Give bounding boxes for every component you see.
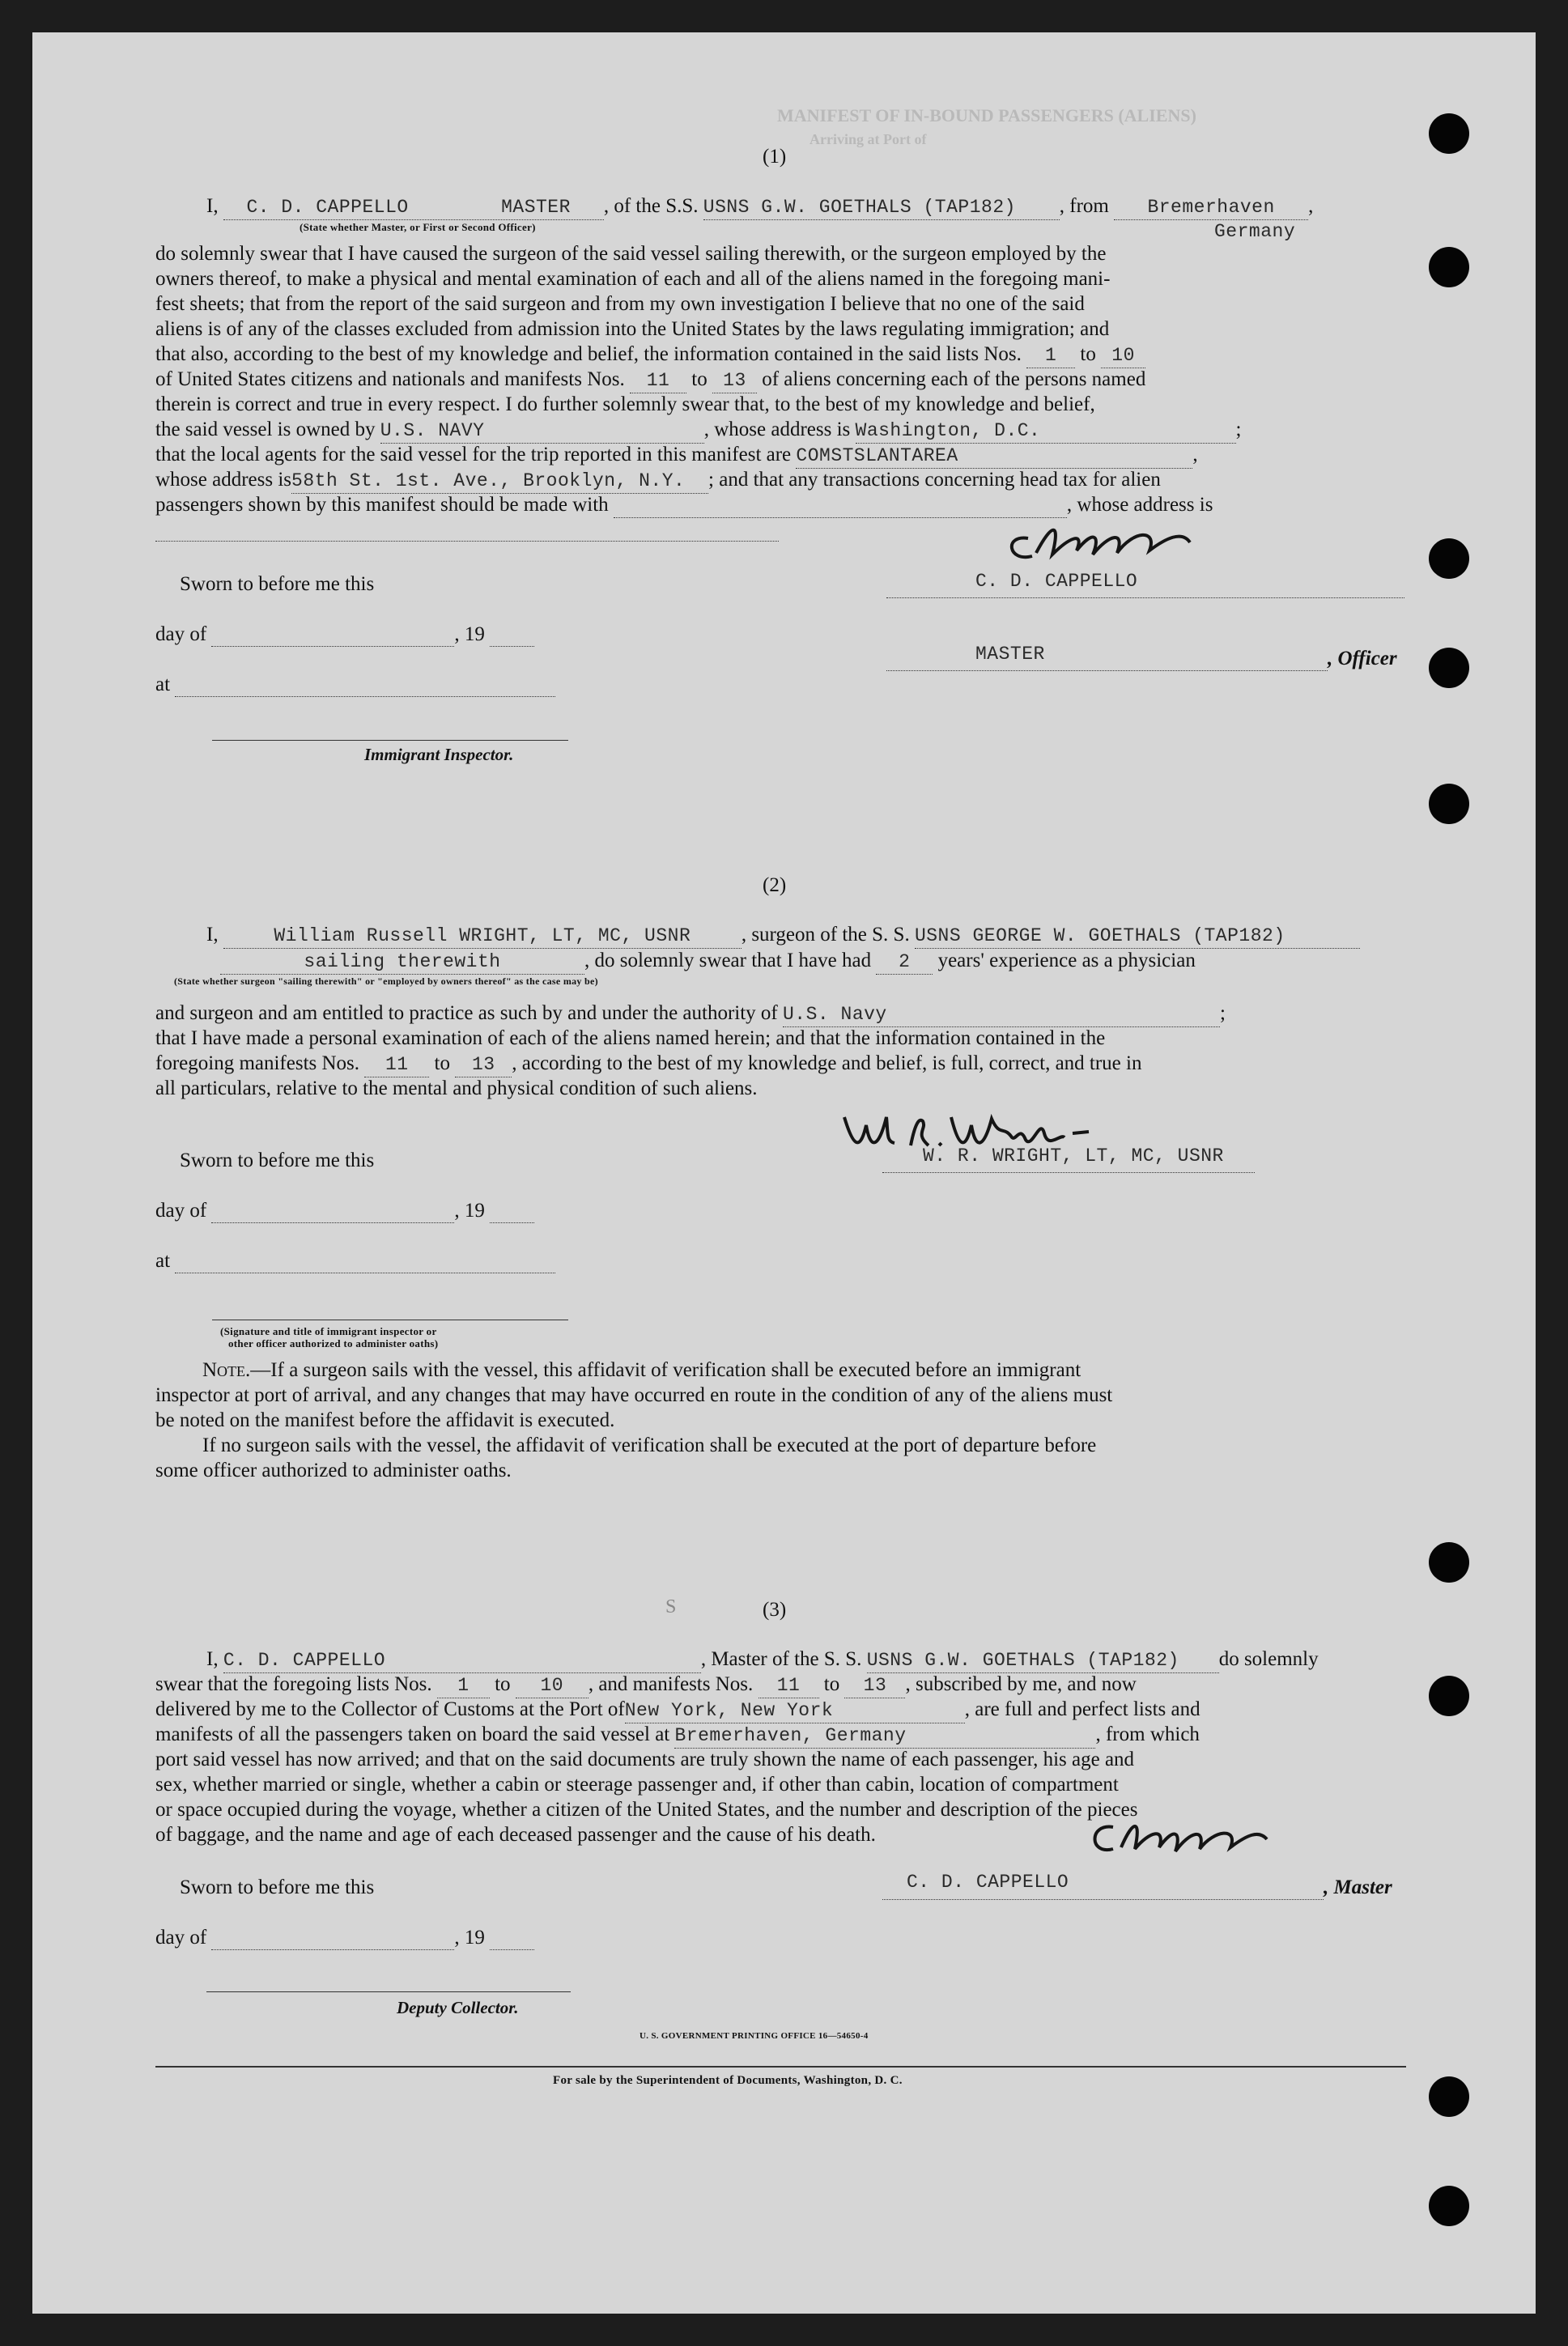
s3-year-field [490, 1927, 534, 1950]
s1-line-name: I, C. D. CAPPELLO MASTER , of the S.S. USNS G.W. GOETHALS (TAP182) , from Bremerhaven , [206, 194, 1313, 220]
stray-mark: S [665, 1596, 677, 1617]
binder-hole [1429, 2186, 1469, 2226]
immigrant-inspector-label: Immigrant Inspector. [364, 745, 514, 764]
binder-hole [1429, 2076, 1469, 2117]
s3-sworn: Sworn to before me this [180, 1876, 375, 1898]
s1-sworn: Sworn to before me this [180, 573, 375, 595]
agents-address-field: 58th St. 1st. Ave., Brooklyn, N.Y. [291, 469, 708, 494]
from-country: Germany [1214, 221, 1296, 242]
faded-header-line2: Arriving at Port of [809, 131, 927, 147]
s3-day-line: day of , 19 [155, 1927, 534, 1950]
s1-p3: fest sheets; that from the report of the said surgeon and from my own investigation I believe that no one of the said [155, 293, 1085, 315]
s1-p5: that also, according to the best of my knowledge and belief, the information contained in the said lists Nos. 1 to 10 [155, 342, 1145, 368]
s2-note-5: some officer authorized to administer oaths. [155, 1460, 512, 1481]
collector-signature-line [206, 1991, 571, 1992]
lists-to-field: 10 [1101, 343, 1145, 368]
s1-officer-line: , Officer [886, 648, 1397, 671]
sailing-field: sailing therewith [220, 950, 584, 975]
binder-hole [1429, 648, 1469, 688]
vessel-field: USNS G.W. GOETHALS (TAP182) [703, 195, 1060, 220]
s2-sig-caption-1: (Signature and title of immigrant inspector or [220, 1325, 437, 1337]
s2-day-field [211, 1200, 454, 1223]
s2-sworn: Sworn to before me this [180, 1150, 375, 1171]
s2-at-field [175, 1250, 555, 1273]
s2-manifests-to-field: 13 [455, 1052, 512, 1077]
s3-p1: swear that the foregoing lists Nos. 1 to 10 , and manifests Nos. 11 to 13 , subscribed by me, and now [155, 1672, 1137, 1698]
s2-p4: all particulars, relative to the mental and physical condition of such aliens. [155, 1077, 758, 1099]
s3-signed-name: C. D. CAPPELLO [907, 1872, 1069, 1893]
s1-p1: do solemnly swear that I have caused the surgeon of the said vessel sailing therewith, or the surgeon employed by the [155, 243, 1107, 265]
from-port-field: Bremerhaven [1114, 195, 1308, 220]
section-1-number: (1) [763, 146, 787, 168]
s3-manifests-to-field: 13 [844, 1673, 905, 1698]
s2-line-name: I, William Russell WRIGHT, LT, MC, USNR , surgeon of the S. S. USNS GEORGE W. GOETHALS (TAP182) [206, 923, 1360, 949]
s2-at-line: at [155, 1250, 555, 1273]
s2-line-sailing: sailing therewith , do solemnly swear that I have had 2 years' experience as a physician [220, 949, 1196, 975]
s1-day-line: day of , 19 [155, 623, 534, 647]
s1-p2: owners thereof, to make a physical and mental examination of each and all of the aliens named in the foregoing mani- [155, 268, 1111, 290]
inspector-signature-line [212, 740, 568, 741]
s1-day-field [211, 623, 454, 647]
section-2-number: (2) [763, 874, 787, 896]
s2-note-4: If no surgeon sails with the vessel, the affidavit of verification shall be executed at the port of departure before [202, 1434, 1097, 1456]
authority-field: U.S. Navy [783, 1002, 1220, 1027]
s1-at-field [175, 674, 555, 697]
owner-address-field: Washington, D.C. [856, 419, 1236, 444]
s1-signed-title: MASTER [975, 644, 1045, 665]
s1-p10: whose address is58th St. 1st. Ave., Brooklyn, N.Y. ; and that any transactions concerning head tax for alien [155, 468, 1161, 494]
s3-master-line: , Master [882, 1876, 1392, 1900]
owner-field: U.S. NAVY [380, 419, 704, 444]
s3-p6: or space occupied during the voyage, whether a citizen of the United States, and the number and description of the pieces [155, 1799, 1138, 1821]
s2-p3: foregoing manifests Nos. 11 to 13 , according to the best of my knowledge and belief, is full, correct, and true in [155, 1052, 1141, 1077]
s3-day-field [211, 1927, 454, 1950]
s1-p9: that the local agents for the said vessel for the trip reported in this manifest are COMSTSLANTAREA , [155, 443, 1198, 469]
binder-hole [1429, 784, 1469, 824]
s2-manifests-from-field: 11 [364, 1052, 429, 1077]
s2-day-line: day of , 19 [155, 1200, 534, 1223]
s2-signature-line [882, 1172, 1255, 1173]
s1-p11: passengers shown by this manifest should be made with , whose address is [155, 493, 1213, 518]
s3-lists-to-field: 10 [516, 1673, 589, 1698]
s1-p8: the said vessel is owned by U.S. NAVY , whose address is Washington, D.C. ; [155, 418, 1241, 444]
for-sale-notice: For sale by the Superintendent of Documents, Washington, D. C. [553, 2074, 903, 2087]
lists-from-field: 1 [1026, 343, 1075, 368]
s1-p7: therein is correct and true in every respect. I do further solemnly swear that, to the best of my knowledge and belief, [155, 393, 1095, 415]
s2-sig-caption-2: other officer authorized to administer oaths) [228, 1337, 439, 1349]
s3-manifests-from-field: 11 [759, 1673, 819, 1698]
s1-signed-name: C. D. CAPPELLO [975, 571, 1138, 592]
s2-signed-name: W. R. WRIGHT, LT, MC, USNR [923, 1145, 1224, 1167]
manifests-from-field: 11 [630, 368, 686, 393]
years-field: 2 [876, 950, 933, 975]
printing-office: U. S. GOVERNMENT PRINTING OFFICE 16—54650-4 [640, 2031, 869, 2041]
s1-year-field [490, 623, 534, 647]
s2-vessel-field: USNS GEORGE W. GOETHALS (TAP182) [915, 924, 1360, 949]
head-tax-continuation-line [155, 541, 779, 542]
master-name-field: C. D. CAPPELLO MASTER [223, 195, 604, 220]
s3-line-name: I, C. D. CAPPELLO , Master of the S. S. USNS G.W. GOETHALS (TAP182) do solemnly [206, 1647, 1319, 1673]
s3-master-name-field: C. D. CAPPELLO [223, 1648, 701, 1673]
s3-board-port-field: Bremerhaven, Germany [674, 1723, 1095, 1749]
s1-signature-line [886, 597, 1404, 598]
s2-note-2: inspector at port of arrival, and any changes that may have occurred en route in the condition of any of the aliens must [155, 1384, 1113, 1406]
deputy-collector-label: Deputy Collector. [397, 1998, 519, 2017]
master-signature [996, 506, 1239, 571]
section-3-number: (3) [763, 1599, 787, 1621]
s2-p1: and surgeon and am entitled to practice as such by and under the authority of U.S. Navy ; [155, 1001, 1226, 1027]
s3-p5: sex, whether married or single, whether a cabin or steerage passenger and, if other than cabin, location of compartment [155, 1774, 1119, 1796]
surgeon-name-field: William Russell WRIGHT, LT, MC, USNR [223, 924, 742, 949]
manifests-to-field: 13 [712, 368, 757, 393]
s3-vessel-field: USNS G.W. GOETHALS (TAP182) [867, 1648, 1219, 1673]
s2-note-1: Note.—If a surgeon sails with the vessel, this affidavit of verification shall be executed before an immigrant [202, 1359, 1081, 1381]
s2-year-field [490, 1200, 534, 1223]
agents-field: COMSTSLANTAREA [796, 444, 1192, 469]
s3-p2: delivered by me to the Collector of Customs at the Port ofNew York, New York , are full and perfect lists and [155, 1698, 1200, 1723]
binder-hole [1429, 247, 1469, 287]
binder-hole [1429, 538, 1469, 579]
s1-at-line: at [155, 674, 555, 697]
s3-lists-from-field: 1 [437, 1673, 490, 1698]
s3-p3: manifests of all the passengers taken on board the said vessel at Bremerhaven, Germany , from which [155, 1723, 1200, 1749]
s1-p6: of United States citizens and nationals and manifests Nos. 11 to 13 of aliens concerning each of the persons named [155, 368, 1145, 393]
faded-header-line1: MANIFEST OF IN-BOUND PASSENGERS (ALIENS) [777, 105, 1196, 125]
binder-hole [1429, 1542, 1469, 1583]
state-whether-master: (State whether Master, or First or Second Officer) [300, 221, 536, 233]
s2-note-3: be noted on the manifest before the affidavit is executed. [155, 1409, 615, 1431]
s3-p4: port said vessel has now arrived; and that on the said documents are truly shown the name of each passenger, his age and [155, 1749, 1135, 1770]
s3-port-field: New York, New York [625, 1698, 965, 1723]
state-whether-surgeon: (State whether surgeon "sailing therewith" or "employed by owners thereof" as the case may be) [174, 975, 598, 987]
s2-p2: that I have made a personal examination of each of the aliens named herein; and that the information contained in the [155, 1027, 1106, 1049]
master-signature-2 [1085, 1807, 1295, 1872]
binder-hole [1429, 113, 1469, 154]
s3-p7: of baggage, and the name and age of each deceased passenger and the cause of his death. [155, 1824, 876, 1846]
binder-hole [1429, 1676, 1469, 1716]
footer-rule [155, 2066, 1406, 2068]
s1-p4: aliens is of any of the classes excluded from admission into the United States by the laws regulating immigration; and [155, 318, 1110, 340]
